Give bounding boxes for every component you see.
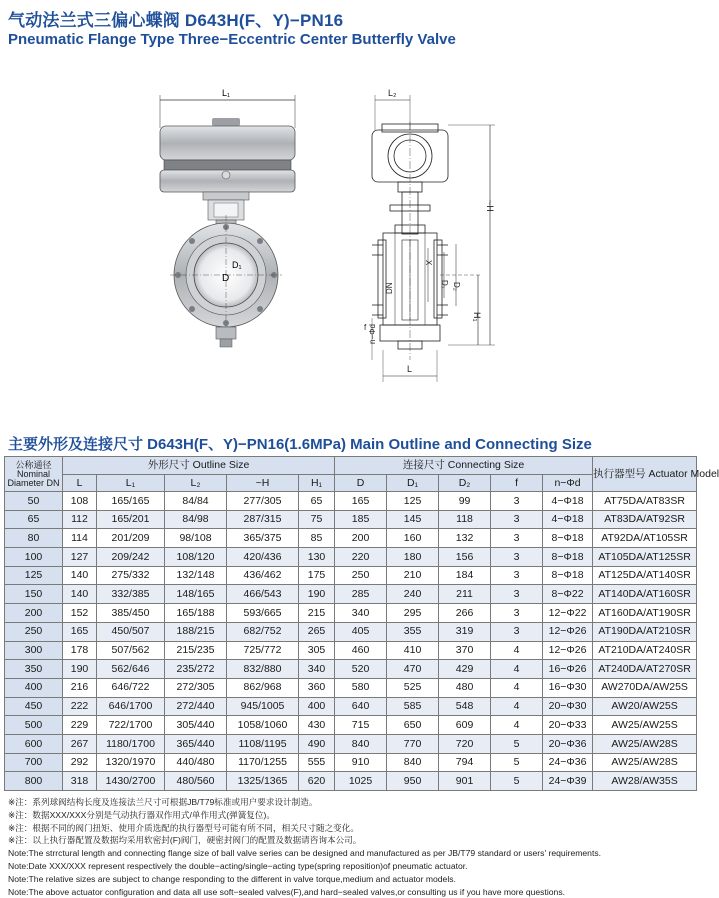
table-cell: 3 bbox=[491, 529, 543, 548]
dim-d1-label: D₁ bbox=[440, 280, 449, 289]
table-cell: 12−Φ22 bbox=[543, 604, 593, 623]
valve-drawing bbox=[0, 55, 700, 425]
table-cell: 318 bbox=[63, 772, 97, 791]
table-cell: 140 bbox=[63, 566, 97, 585]
table-cell: 118 bbox=[439, 510, 491, 529]
dim-nphid-label: n−Φd bbox=[368, 324, 377, 344]
table-cell: 275/332 bbox=[97, 566, 165, 585]
col-header: D₁ bbox=[387, 475, 439, 492]
table-cell: 112 bbox=[63, 510, 97, 529]
dn-cell: 125 bbox=[5, 566, 63, 585]
col-header: f bbox=[491, 475, 543, 492]
dim-l1-label: L₁ bbox=[221, 88, 231, 98]
table-cell: AW270DA/AW25S bbox=[593, 678, 697, 697]
dn-cell: 150 bbox=[5, 585, 63, 604]
table-cell: 525 bbox=[387, 678, 439, 697]
table-cell: 180 bbox=[387, 548, 439, 567]
table-cell: 3 bbox=[491, 622, 543, 641]
dim-d2-label: D₂ bbox=[452, 282, 461, 291]
table-cell: 4 bbox=[491, 678, 543, 697]
dn-cell: 300 bbox=[5, 641, 63, 660]
table-cell: 593/665 bbox=[227, 604, 299, 623]
table-cell: 1108/1195 bbox=[227, 734, 299, 753]
table-cell: 20−Φ33 bbox=[543, 716, 593, 735]
table-cell: 305/440 bbox=[165, 716, 227, 735]
table-cell: 305 bbox=[299, 641, 335, 660]
table-cell: 108 bbox=[63, 492, 97, 511]
table-cell: 840 bbox=[335, 734, 387, 753]
table-cell: 722/1700 bbox=[97, 716, 165, 735]
table-cell: 240 bbox=[387, 585, 439, 604]
table-cell: AW25/AW28S bbox=[593, 753, 697, 772]
note-line: ※注：系列球阀结构长度及连接法兰尺寸可根据JB/T79标准或用户要求设计制造。 bbox=[8, 797, 318, 807]
table-cell: 267 bbox=[63, 734, 97, 753]
table-cell: 332/385 bbox=[97, 585, 165, 604]
table-cell: 85 bbox=[299, 529, 335, 548]
table-cell: 184 bbox=[439, 566, 491, 585]
dn-cell: 65 bbox=[5, 510, 63, 529]
table-cell: 8−Φ18 bbox=[543, 548, 593, 567]
table-cell: 450/507 bbox=[97, 622, 165, 641]
table-cell: 165 bbox=[63, 622, 97, 641]
table-cell: 650 bbox=[387, 716, 439, 735]
table-cell: 220 bbox=[335, 548, 387, 567]
note-line: ※注：数据XXX/XXX分别是气动执行器双作用式/单作用式(弹簧复位)。 bbox=[8, 809, 275, 820]
table-cell: 1430/2700 bbox=[97, 772, 165, 791]
table-cell: 832/880 bbox=[227, 660, 299, 679]
table-cell: 646/722 bbox=[97, 678, 165, 697]
table-cell: 460 bbox=[335, 641, 387, 660]
dn-cell: 450 bbox=[5, 697, 63, 716]
table-cell: 20−Φ30 bbox=[543, 697, 593, 716]
table-row bbox=[5, 492, 697, 511]
table-cell: 4 bbox=[491, 697, 543, 716]
table-cell: 4 bbox=[491, 660, 543, 679]
table-cell: 292 bbox=[63, 753, 97, 772]
table-cell: 265 bbox=[299, 622, 335, 641]
table-cell: 152 bbox=[63, 604, 97, 623]
table-cell: 420/436 bbox=[227, 548, 299, 567]
table-cell: 16−Φ30 bbox=[543, 678, 593, 697]
table-cell: 3 bbox=[491, 585, 543, 604]
table-cell: 285 bbox=[335, 585, 387, 604]
table-cell: 555 bbox=[299, 753, 335, 772]
table-cell: 370 bbox=[439, 641, 491, 660]
table-row bbox=[5, 510, 697, 529]
table-cell: 114 bbox=[63, 529, 97, 548]
note-line: Note:The above actuator configuration and data all use soft−sealed valves(F),and hard−sealed valves,or consulting us if you have more questions. bbox=[8, 886, 566, 897]
table-cell: 1058/1060 bbox=[227, 716, 299, 735]
col-header: n−Φd bbox=[543, 475, 593, 492]
table-cell: 1180/1700 bbox=[97, 734, 165, 753]
table-cell: 98/108 bbox=[165, 529, 227, 548]
table-cell: 429 bbox=[439, 660, 491, 679]
table-cell: 646/1700 bbox=[97, 697, 165, 716]
table-cell: 272/440 bbox=[165, 697, 227, 716]
table-cell: 562/646 bbox=[97, 660, 165, 679]
table-cell: 365/375 bbox=[227, 529, 299, 548]
table-cell: 84/98 bbox=[165, 510, 227, 529]
table-cell: 287/315 bbox=[227, 510, 299, 529]
table-cell: 1320/1970 bbox=[97, 753, 165, 772]
table-row bbox=[5, 734, 697, 753]
table-cell: 127 bbox=[63, 548, 97, 567]
table-cell: 466/543 bbox=[227, 585, 299, 604]
table-row bbox=[5, 622, 697, 641]
dim-h-label: ~H bbox=[485, 200, 495, 212]
table-cell: AT210DA/AT240SR bbox=[593, 641, 697, 660]
table-cell: 385/450 bbox=[97, 604, 165, 623]
table-cell: 585 bbox=[387, 697, 439, 716]
table-cell: 5 bbox=[491, 772, 543, 791]
table-cell: 3 bbox=[491, 492, 543, 511]
table-cell: 75 bbox=[299, 510, 335, 529]
table-cell: 470 bbox=[387, 660, 439, 679]
table-cell: 165 bbox=[335, 492, 387, 511]
connecting-size-header: 连接尺寸 Connecting Size bbox=[335, 457, 593, 475]
front-view bbox=[160, 88, 295, 347]
section-title: 主要外形及连接尺寸 D643H(F、Y)−PN16(1.6MPa) Main Outline and Connecting Size bbox=[8, 436, 592, 453]
outline-size-header: 外形尺寸 Outline Size bbox=[63, 457, 335, 475]
table-cell: 3 bbox=[491, 604, 543, 623]
page-title-cn: 气动法兰式三偏心蝶阀 D643H(F、Y)−PN16 bbox=[8, 11, 344, 30]
table-cell: 99 bbox=[439, 492, 491, 511]
side-view bbox=[364, 88, 495, 382]
note-line: ※注：根据不同的阀门扭矩、使用介质选配的执行器型号可能有所不同，相关尺寸随之变化。 bbox=[8, 822, 359, 833]
table-cell: 4 bbox=[491, 716, 543, 735]
col-header: L₁ bbox=[97, 475, 165, 492]
dim-dn-label: DN bbox=[385, 282, 394, 294]
table-cell: 840 bbox=[387, 753, 439, 772]
table-cell: 4−Φ18 bbox=[543, 510, 593, 529]
table-cell: 400 bbox=[299, 697, 335, 716]
table-cell: 156 bbox=[439, 548, 491, 567]
table-cell: 340 bbox=[335, 604, 387, 623]
table-row bbox=[5, 678, 697, 697]
table-cell: AW25/AW25S bbox=[593, 716, 697, 735]
dn-cell: 800 bbox=[5, 772, 63, 791]
table-cell: 272/305 bbox=[165, 678, 227, 697]
table-row bbox=[5, 604, 697, 623]
dim-f-label: f bbox=[364, 323, 367, 332]
col-header: L bbox=[63, 475, 97, 492]
table-cell: 178 bbox=[63, 641, 97, 660]
dimension-table bbox=[4, 456, 719, 791]
table-row bbox=[5, 641, 697, 660]
table-cell: 84/84 bbox=[165, 492, 227, 511]
actuator-cylinder bbox=[160, 126, 295, 160]
notes bbox=[8, 796, 601, 898]
table-cell: AW20/AW25S bbox=[593, 697, 697, 716]
dim-h1-label: H₁ bbox=[472, 312, 482, 322]
table-cell: AT83DA/AT92SR bbox=[593, 510, 697, 529]
table-cell: 1025 bbox=[335, 772, 387, 791]
table-cell: 20−Φ36 bbox=[543, 734, 593, 753]
table-cell: 360 bbox=[299, 678, 335, 697]
table-cell: 125 bbox=[387, 492, 439, 511]
table-cell: 211 bbox=[439, 585, 491, 604]
table-cell: 216 bbox=[63, 678, 97, 697]
dim-x-label: X bbox=[424, 260, 433, 266]
table-cell: 640 bbox=[335, 697, 387, 716]
table-cell: 4−Φ18 bbox=[543, 492, 593, 511]
table-cell: AT140DA/AT160SR bbox=[593, 585, 697, 604]
front-d1-label: D₁ bbox=[232, 260, 242, 270]
table-cell: 132 bbox=[439, 529, 491, 548]
dn-cell: 700 bbox=[5, 753, 63, 772]
table-row bbox=[5, 529, 697, 548]
table-cell: 1325/1365 bbox=[227, 772, 299, 791]
table-cell: 405 bbox=[335, 622, 387, 641]
table-cell: 4 bbox=[491, 641, 543, 660]
table-row bbox=[5, 660, 697, 679]
table-cell: AT105DA/AT125SR bbox=[593, 548, 697, 567]
table-cell: 682/752 bbox=[227, 622, 299, 641]
table-cell: 165/165 bbox=[97, 492, 165, 511]
table-row bbox=[5, 716, 697, 735]
table-cell: 794 bbox=[439, 753, 491, 772]
table-cell: 295 bbox=[387, 604, 439, 623]
table-cell: 235/272 bbox=[165, 660, 227, 679]
col-dn-header: 公称通径 Nominal Diameter DN bbox=[5, 457, 63, 492]
table-cell: 165/188 bbox=[165, 604, 227, 623]
table-cell: 16−Φ26 bbox=[543, 660, 593, 679]
table-cell: 165/201 bbox=[97, 510, 165, 529]
front-d-label: D bbox=[222, 273, 230, 284]
note-line: Note:Date XXX/XXX represent respectively the double−acting/single−acting type(spring reposition)of pneumatic actuator. bbox=[8, 860, 468, 871]
col-header: D bbox=[335, 475, 387, 492]
note-line: ※注：以上执行器配置及数据均采用软密封(F)阀门，硬密封阀门的配置及数据请咨询本公司。 bbox=[8, 835, 362, 846]
col-header: ~H bbox=[227, 475, 299, 492]
table-cell: 715 bbox=[335, 716, 387, 735]
dn-cell: 500 bbox=[5, 716, 63, 735]
table-cell: 355 bbox=[387, 622, 439, 641]
table-cell: AT125DA/AT140SR bbox=[593, 566, 697, 585]
table-cell: 440/480 bbox=[165, 753, 227, 772]
table-cell: 725/772 bbox=[227, 641, 299, 660]
table-cell: 5 bbox=[491, 753, 543, 772]
dim-l-label: L bbox=[407, 364, 413, 374]
dn-cell: 400 bbox=[5, 678, 63, 697]
table-cell: 12−Φ26 bbox=[543, 622, 593, 641]
table-cell: 160 bbox=[387, 529, 439, 548]
table-cell: 24−Φ36 bbox=[543, 753, 593, 772]
table-cell: 130 bbox=[299, 548, 335, 567]
col-header: L₂ bbox=[165, 475, 227, 492]
table-cell: 222 bbox=[63, 697, 97, 716]
table-cell: 185 bbox=[335, 510, 387, 529]
table-cell: 3 bbox=[491, 548, 543, 567]
dn-cell: 200 bbox=[5, 604, 63, 623]
col-header: H₁ bbox=[299, 475, 335, 492]
table-cell: 190 bbox=[63, 660, 97, 679]
table-cell: 8−Φ22 bbox=[543, 585, 593, 604]
table-cell: 200 bbox=[335, 529, 387, 548]
table-cell: AW25/AW28S bbox=[593, 734, 697, 753]
page-title-en: Pneumatic Flange Type Three−Eccentric Center Butterfly Valve bbox=[8, 31, 456, 48]
table-cell: 548 bbox=[439, 697, 491, 716]
table-cell: 190 bbox=[299, 585, 335, 604]
dim-l2-label: L₂ bbox=[388, 88, 397, 98]
actuator-model-header: 执行器型号 Actuator Model bbox=[593, 457, 697, 492]
table-cell: 1170/1255 bbox=[227, 753, 299, 772]
table-cell: 910 bbox=[335, 753, 387, 772]
table-cell: 507/562 bbox=[97, 641, 165, 660]
table-cell: AT75DA/AT83SR bbox=[593, 492, 697, 511]
table-cell: 950 bbox=[387, 772, 439, 791]
table-cell: 770 bbox=[387, 734, 439, 753]
table-cell: 3 bbox=[491, 566, 543, 585]
table-cell: 365/440 bbox=[165, 734, 227, 753]
table-cell: 901 bbox=[439, 772, 491, 791]
table-row bbox=[5, 697, 697, 716]
table-cell: 188/215 bbox=[165, 622, 227, 641]
table-cell: AT92DA/AT105SR bbox=[593, 529, 697, 548]
table-cell: 410 bbox=[387, 641, 439, 660]
table-cell: 436/462 bbox=[227, 566, 299, 585]
table-cell: AT240DA/AT270SR bbox=[593, 660, 697, 679]
dn-cell: 100 bbox=[5, 548, 63, 567]
table-cell: 720 bbox=[439, 734, 491, 753]
table-cell: 250 bbox=[335, 566, 387, 585]
table-cell: 209/242 bbox=[97, 548, 165, 567]
table-cell: 580 bbox=[335, 678, 387, 697]
table-cell: 12−Φ26 bbox=[543, 641, 593, 660]
table-row bbox=[5, 772, 697, 791]
table-cell: 24−Φ39 bbox=[543, 772, 593, 791]
table-cell: 319 bbox=[439, 622, 491, 641]
table-row bbox=[5, 585, 697, 604]
table-cell: 145 bbox=[387, 510, 439, 529]
table-row bbox=[5, 753, 697, 772]
table-cell: 215 bbox=[299, 604, 335, 623]
table-cell: 266 bbox=[439, 604, 491, 623]
dn-cell: 600 bbox=[5, 734, 63, 753]
table-cell: 277/305 bbox=[227, 492, 299, 511]
table-cell: 148/165 bbox=[165, 585, 227, 604]
table-cell: 8−Φ18 bbox=[543, 529, 593, 548]
table-cell: 5 bbox=[491, 734, 543, 753]
table-cell: 210 bbox=[387, 566, 439, 585]
note-line: Note:The relative sizes are subject to change responding to the different in valve torque,medium and actuator models. bbox=[8, 873, 456, 884]
dn-cell: 50 bbox=[5, 492, 63, 511]
table-cell: 215/235 bbox=[165, 641, 227, 660]
table-cell: AT190DA/AT210SR bbox=[593, 622, 697, 641]
table-cell: 3 bbox=[491, 510, 543, 529]
dn-cell: 80 bbox=[5, 529, 63, 548]
table-cell: 480/560 bbox=[165, 772, 227, 791]
table-cell: 945/1005 bbox=[227, 697, 299, 716]
table-cell: 609 bbox=[439, 716, 491, 735]
note-line: Note:The strrctural length and connecting flange size of ball valve series can be designed and manufactured as per JB/T79 standard or users' requirements. bbox=[8, 848, 602, 859]
table-cell: 132/148 bbox=[165, 566, 227, 585]
table-cell: 108/120 bbox=[165, 548, 227, 567]
table-cell: 620 bbox=[299, 772, 335, 791]
table-cell: 430 bbox=[299, 716, 335, 735]
table-row bbox=[5, 548, 697, 567]
table-cell: 140 bbox=[63, 585, 97, 604]
table-row bbox=[5, 566, 697, 585]
table-cell: 8−Φ18 bbox=[543, 566, 593, 585]
table-body bbox=[5, 492, 697, 791]
table-cell: 229 bbox=[63, 716, 97, 735]
table-cell: 65 bbox=[299, 492, 335, 511]
dn-cell: 250 bbox=[5, 622, 63, 641]
table-cell: 520 bbox=[335, 660, 387, 679]
table-cell: 340 bbox=[299, 660, 335, 679]
table-cell: 490 bbox=[299, 734, 335, 753]
table-cell: AT160DA/AT190SR bbox=[593, 604, 697, 623]
dn-cell: 350 bbox=[5, 660, 63, 679]
table-cell: 201/209 bbox=[97, 529, 165, 548]
table-cell: 175 bbox=[299, 566, 335, 585]
table-cell: 862/968 bbox=[227, 678, 299, 697]
col-header: D₂ bbox=[439, 475, 491, 492]
table-cell: 480 bbox=[439, 678, 491, 697]
table-cell: AW28/AW35S bbox=[593, 772, 697, 791]
